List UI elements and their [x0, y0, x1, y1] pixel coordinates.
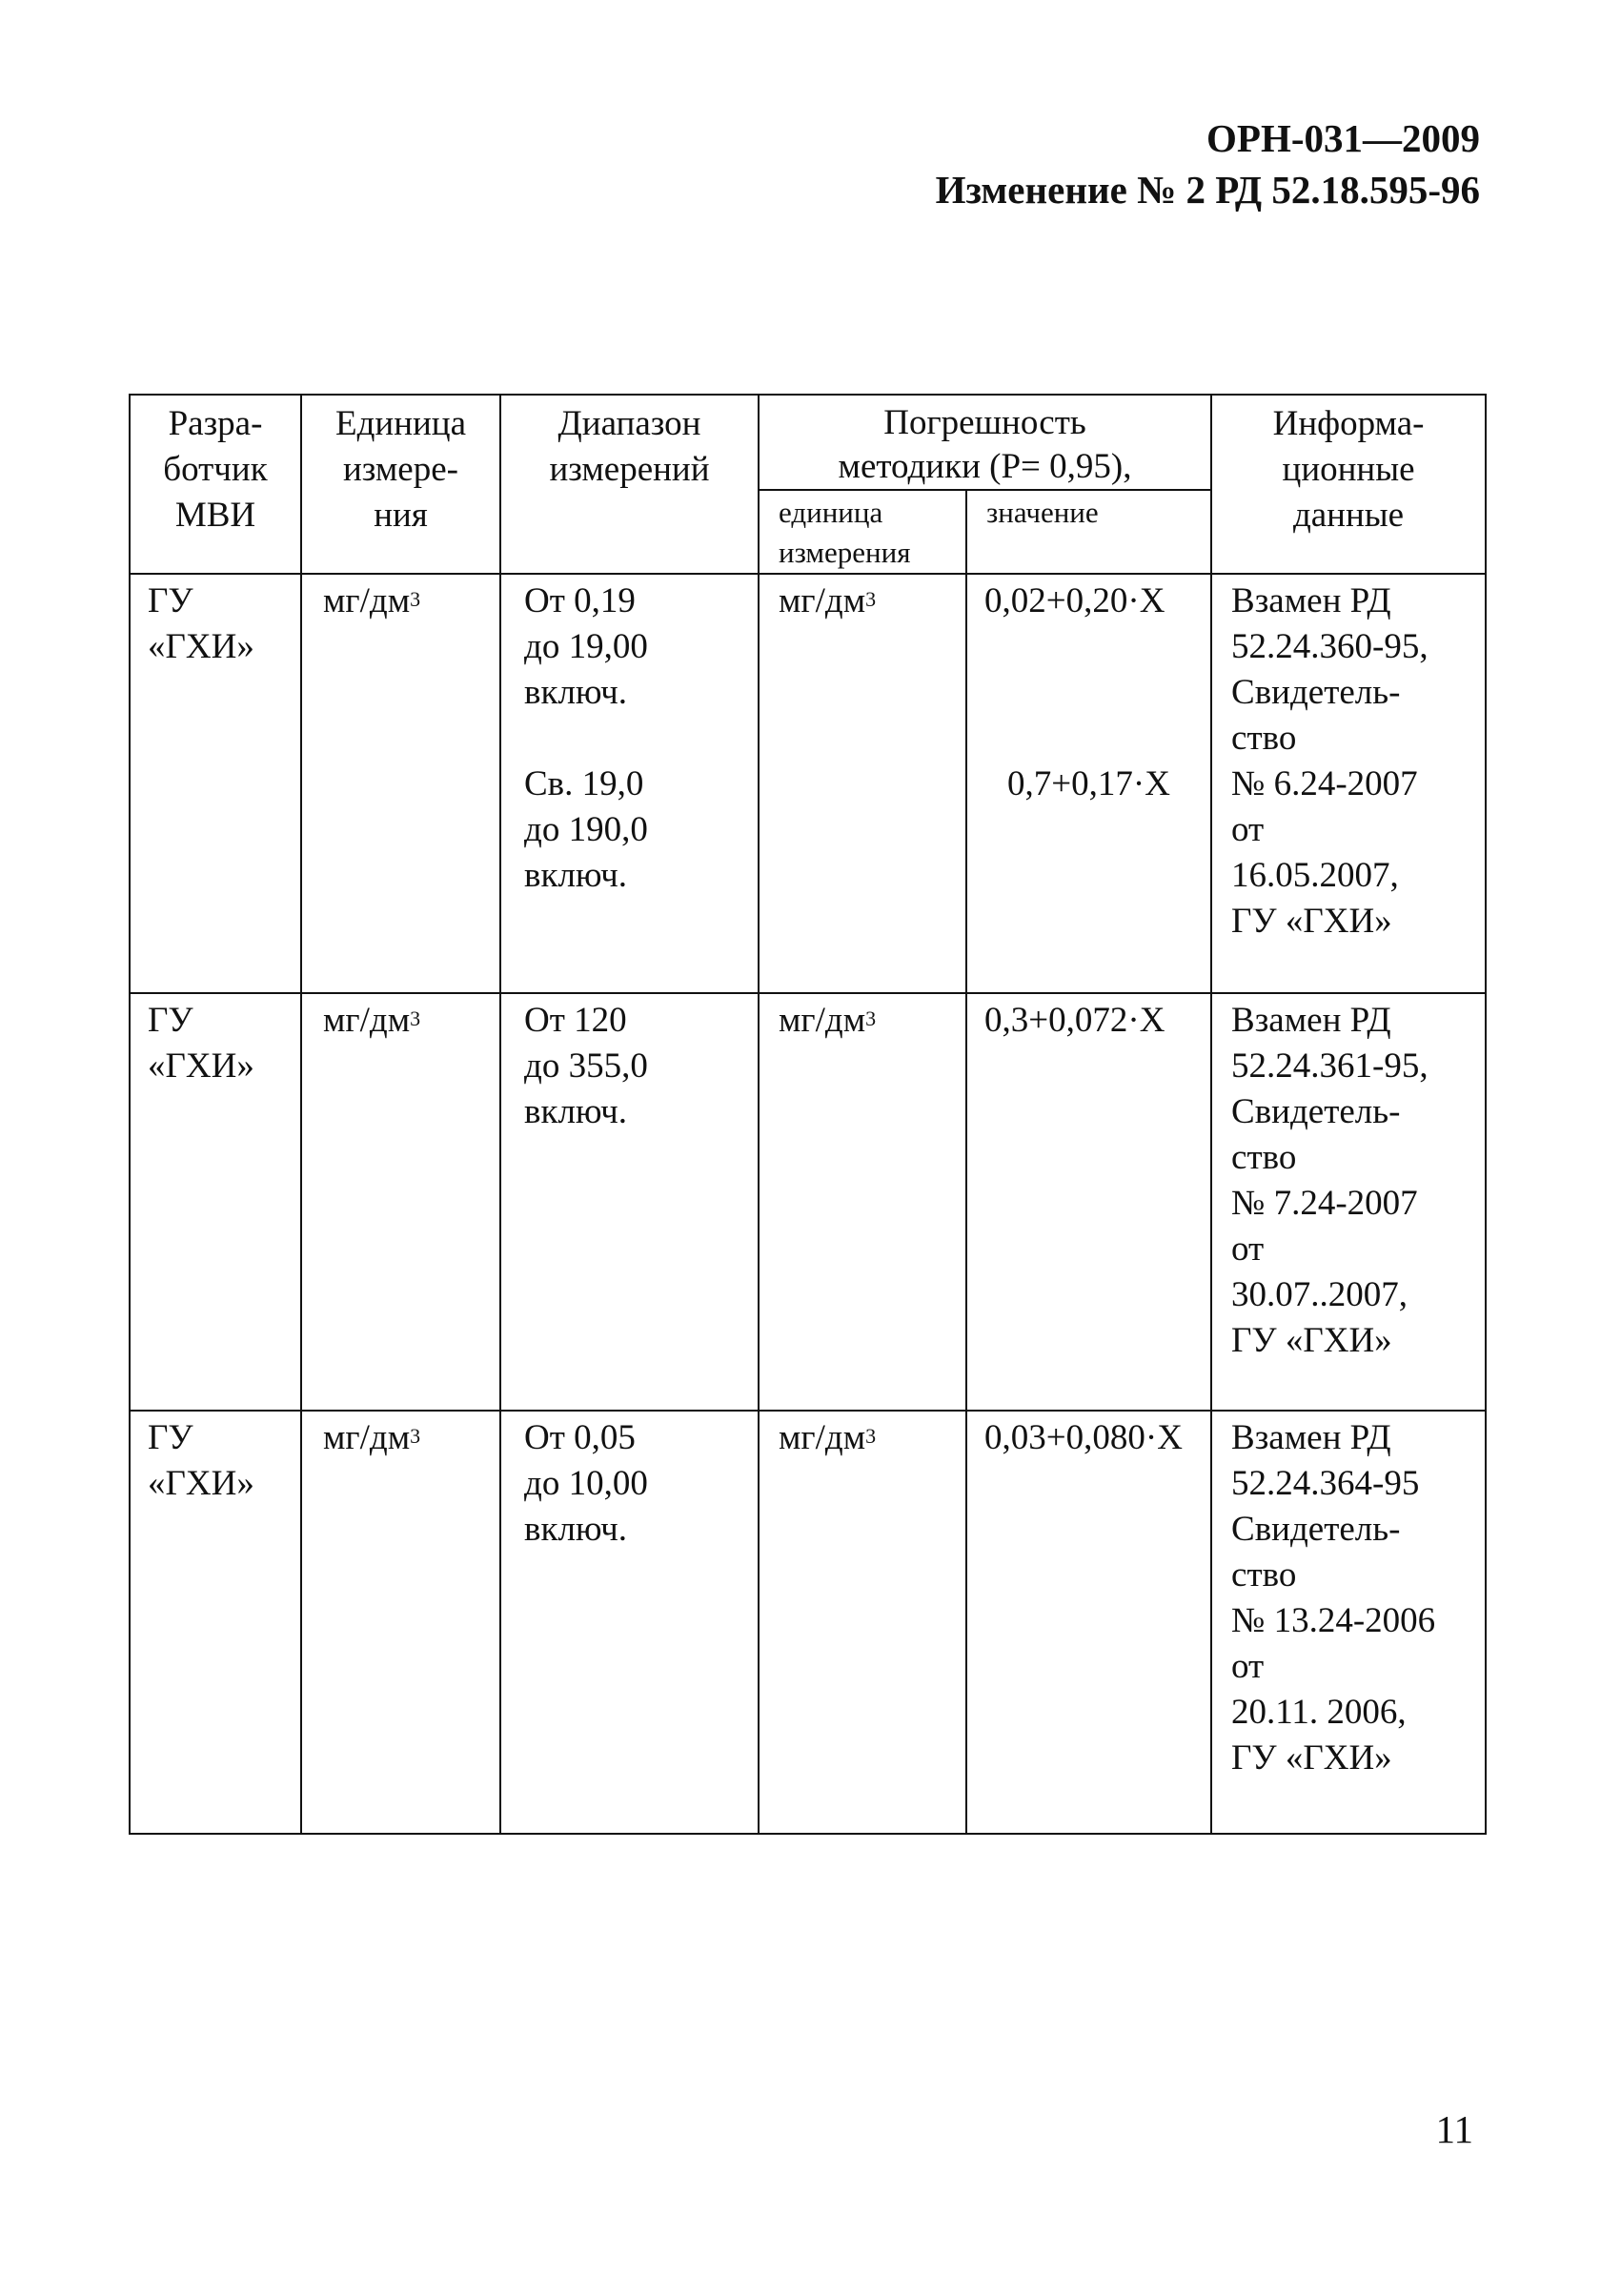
error-unit-cell: $мг/дм^3$ — [759, 574, 966, 993]
developer-cell: ГУ «ГХИ» — [130, 574, 301, 993]
table-row — [130, 574, 1486, 993]
header-error-value: значение — [966, 490, 1211, 574]
page-number: 11 — [1435, 2107, 1473, 2151]
header-unit: Единица измере- ния — [301, 395, 500, 574]
header-range: Диапазон измерений — [500, 395, 759, 574]
error-value-cell: 0,03+0,080·X — [966, 1411, 1211, 1834]
document-code: ОРН-031—2009 — [1206, 116, 1480, 160]
range-cell: От 0,05 до 10,00 включ. — [500, 1411, 759, 1834]
info-cell: Взамен РД 52.24.360-95, Свидетель- ство № 6.24-2007 от 16.05.2007, ГУ «ГХИ» — [1211, 574, 1486, 993]
error-value-cell: 0,3+0,072·X — [966, 993, 1211, 1411]
header-error-unit: единица измерения — [759, 490, 966, 574]
unit-cell: $мг/дм^3$ — [301, 1411, 500, 1834]
page-header — [936, 112, 1480, 215]
header-developer: Разра- ботчик МВИ — [130, 395, 301, 574]
table-row — [130, 1411, 1486, 1834]
header-error: Погрешность методики (Р= 0,95), — [759, 395, 1211, 490]
header-info: Информа- ционные данные — [1211, 395, 1486, 574]
range-cell: От 0,19 до 19,00 включ. Св. 19,0 до 190,0 включ. — [500, 574, 759, 993]
table-row — [130, 993, 1486, 1411]
error-unit-cell: $мг/дм^3$ — [759, 1411, 966, 1834]
error-value-cell: 0,02+0,20·X 0,7+0,17·X — [966, 574, 1211, 993]
change-notice: Изменение № 2 РД 52.18.595-96 — [935, 168, 1480, 212]
unit-cell: $мг/дм^3$ — [301, 993, 500, 1411]
methods-table — [129, 394, 1487, 1835]
info-cell: Взамен РД 52.24.364-95 Свидетель- ство № 13.24-2006 от 20.11. 2006, ГУ «ГХИ» — [1211, 1411, 1486, 1834]
error-unit-cell: $мг/дм^3$ — [759, 993, 966, 1411]
developer-cell: ГУ «ГХИ» — [130, 993, 301, 1411]
unit-cell: $мг/дм^3$ — [301, 574, 500, 993]
range-cell: От 120 до 355,0 включ. — [500, 993, 759, 1411]
info-cell: Взамен РД 52.24.361-95, Свидетель- ство № 7.24-2007 от 30.07..2007, ГУ «ГХИ» — [1211, 993, 1486, 1411]
developer-cell: ГУ «ГХИ» — [130, 1411, 301, 1834]
